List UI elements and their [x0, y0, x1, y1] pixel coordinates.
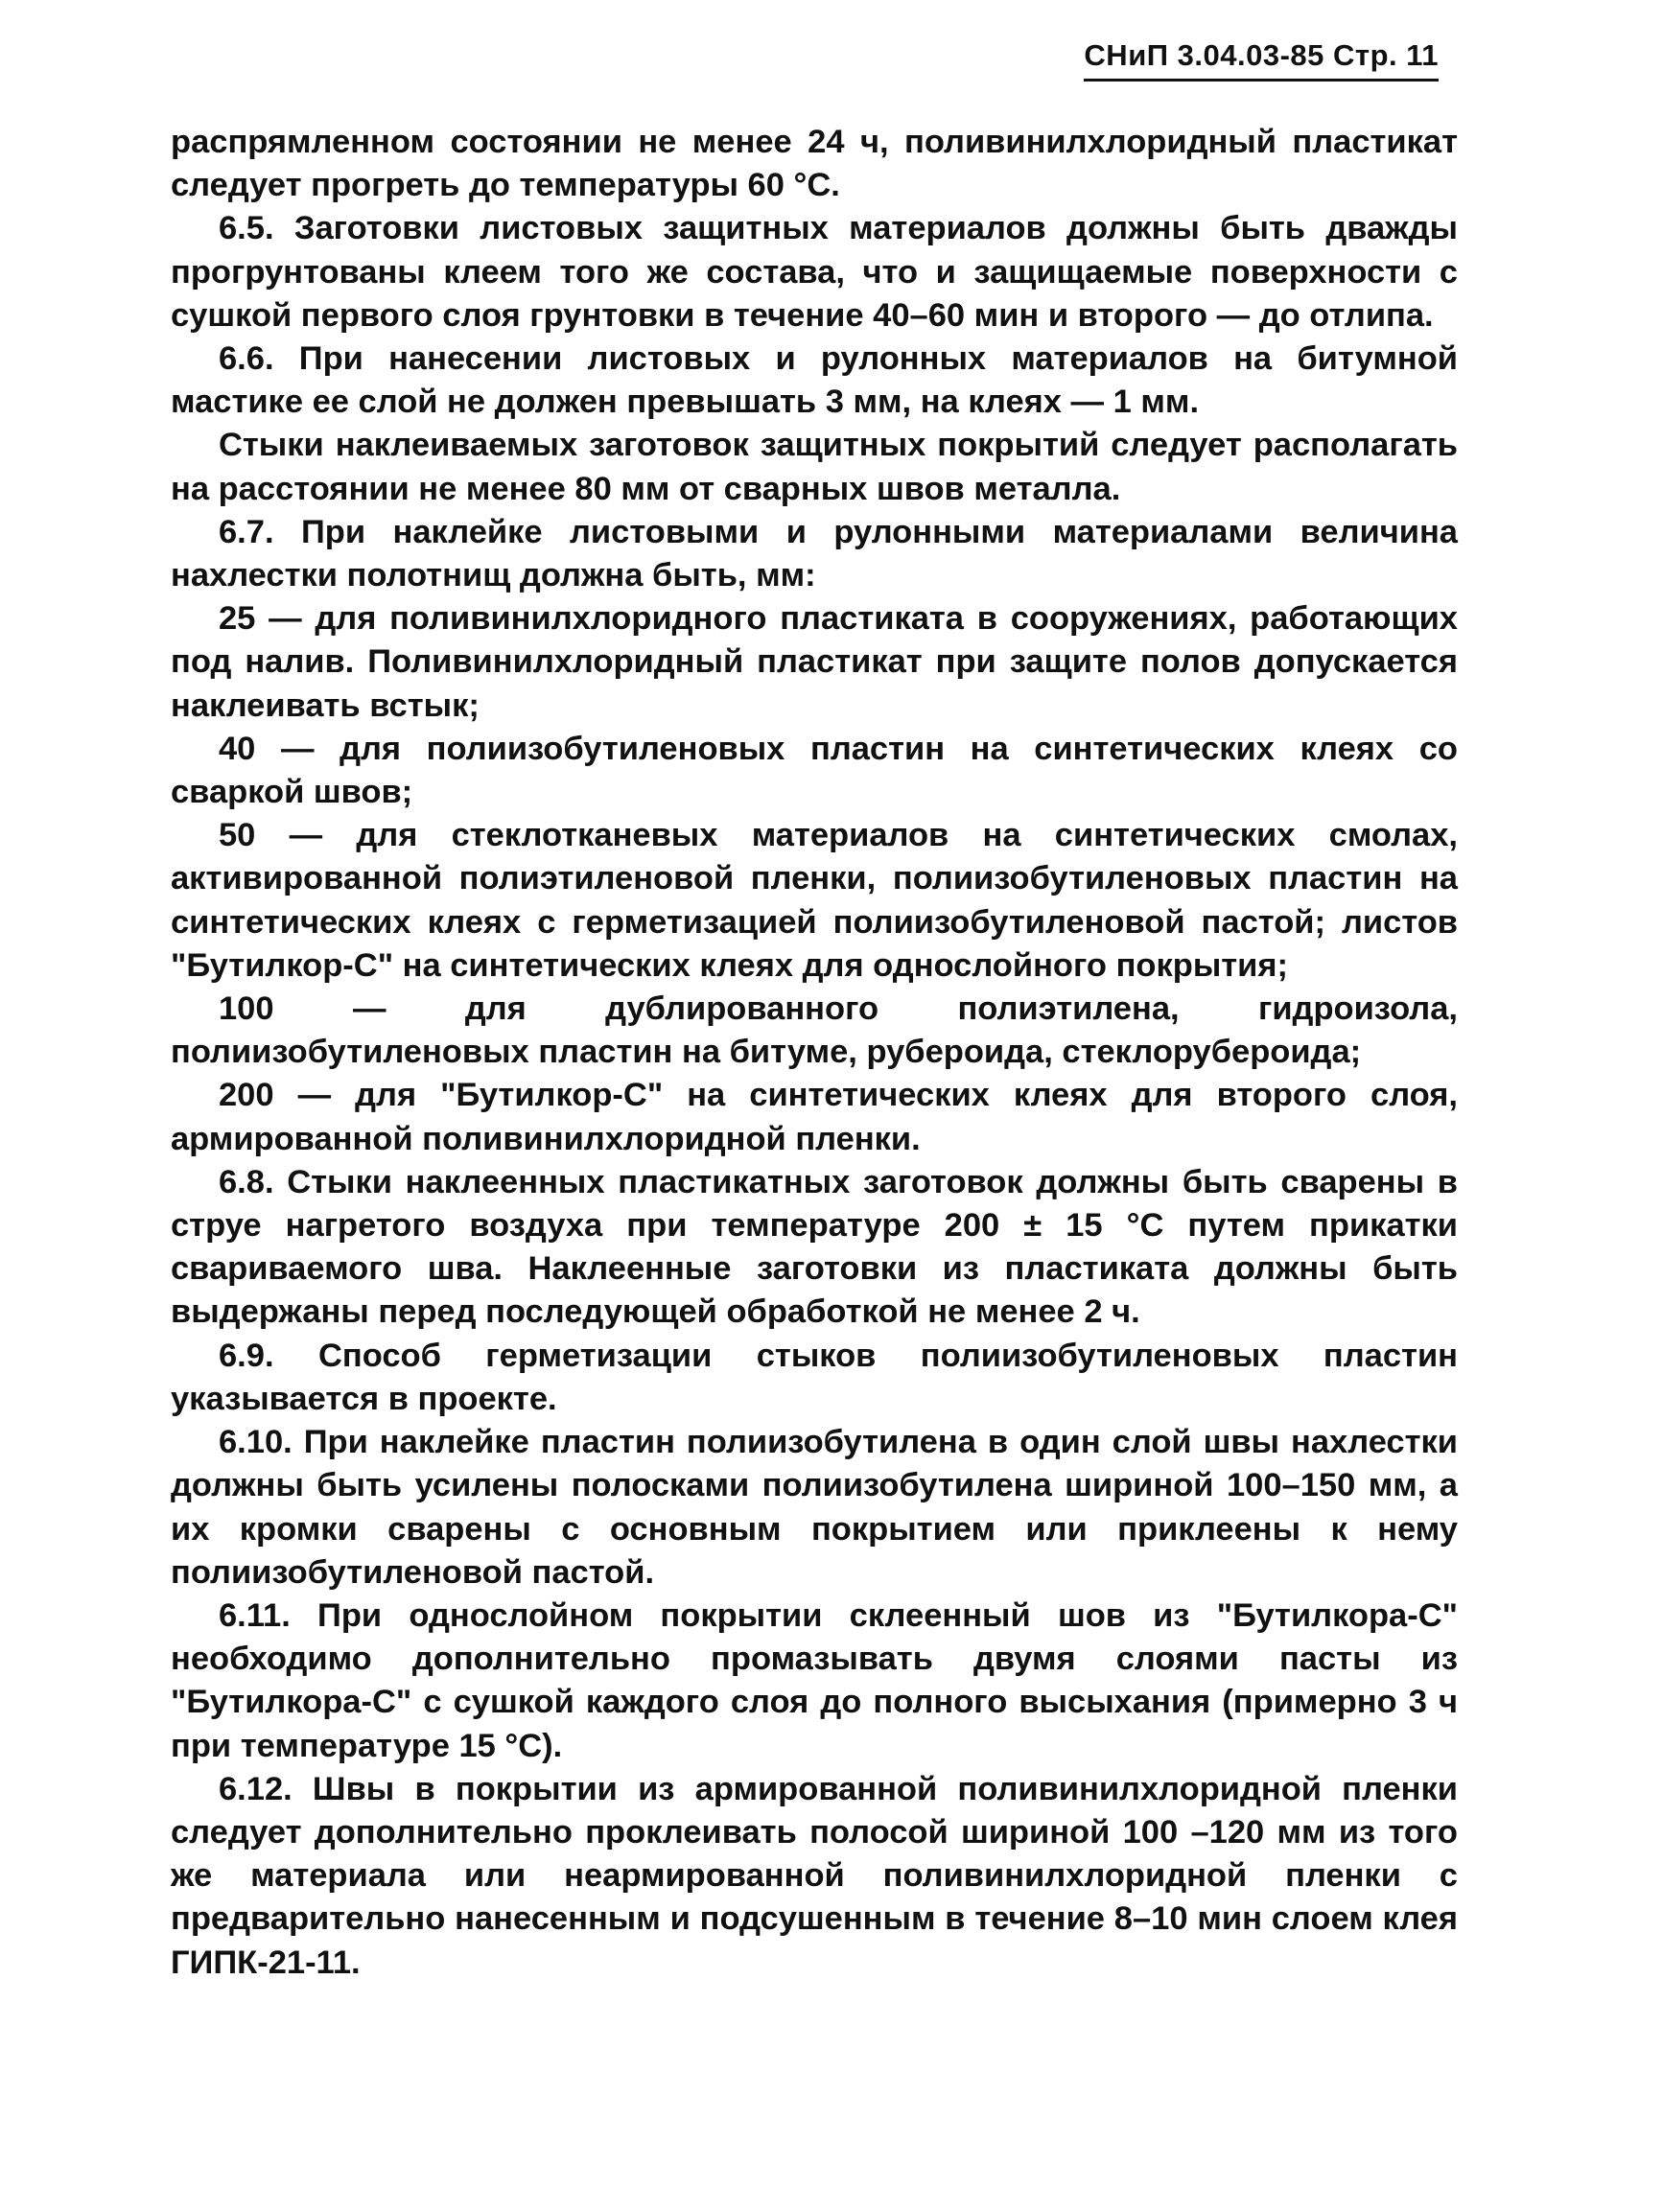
list-item	[171, 728, 1458, 814]
list-item	[171, 597, 1458, 728]
paragraph-continuation	[171, 121, 1458, 207]
list-item	[171, 814, 1458, 988]
list-item-text: 40 — для полиизобутиленовых пластин на синтетических клеях со сваркой швов;	[171, 730, 1458, 811]
clause-text: Способ герметизации стыков полиизобутиленовых пластин указывается в проекте.	[171, 1337, 1458, 1417]
clause-number: 6.10.	[219, 1424, 293, 1461]
clause-text: Стыки наклеенных пластикатных заготовок должны быть сварены в струе нагретого воздуха при температуре 200 ± 15 °С путем прикатки свариваемого шва. Наклеенные заготовки из пластиката должны быть выдержаны перед последующей обработкой не менее 2 ч.	[171, 1163, 1458, 1331]
clause-number: 6.12.	[219, 1770, 293, 1807]
clause-text: При наклейке пластин полиизобутилена в один слой швы нахлестки должны быть усилены полосками полиизобутилена шириной 100–150 мм, а их кромки сварены с основным покрытием или приклеены к нему полиизобутиленовой пастой.	[171, 1424, 1458, 1591]
clause-text: Швы в покрытии из армированной поливинилхлоридной пленки следует дополнительно проклеивать полосой шириной 100 –120 мм из того же материала или неармированной поливинилхлоридной пленки с предварительно нанесенным и подсушенным в течение 8–10 мин слоем клея ГИПК-21-11.	[171, 1770, 1458, 1981]
clause-number: 6.7.	[219, 513, 274, 550]
clause-6-10	[171, 1421, 1458, 1595]
list-item	[171, 1074, 1458, 1160]
clause-number: 6.9.	[219, 1337, 274, 1374]
clause-6-9	[171, 1335, 1458, 1421]
list-item-text: 25 — для поливинилхлоридного пластиката в сооружениях, работающих под налив. Поливинилхлоридный пластикат при защите полов допускается наклеивать встык;	[171, 600, 1458, 724]
clause-6-8	[171, 1161, 1458, 1335]
clause-number: 6.8.	[219, 1163, 274, 1200]
clause-6-5	[171, 207, 1458, 338]
clause-text: При нанесении листовых и рулонных материалов на битумной мастике ее слой не должен превышать 3 мм, на клеях — 1 мм.	[171, 340, 1458, 421]
paragraph	[171, 424, 1458, 510]
clause-text: При наклейке листовыми и рулонными материалами величина нахлестки полотнищ должна быть, мм:	[171, 513, 1458, 594]
list-item-text: 200 — для "Бутилкор-С" на синтетических клеях для второго слоя, армированной поливинилхлоридной пленки.	[171, 1077, 1458, 1157]
clause-text: При однослойном покрытии склеенный шов из "Бутилкора-С" необходимо дополнительно промазывать двумя слоями пасты из "Бутилкора-С" с сушкой каждого слоя до полного высыхания (примерно 3 ч при температуре 15 °С).	[171, 1596, 1458, 1764]
clause-6-11	[171, 1595, 1458, 1768]
clause-6-6	[171, 338, 1458, 424]
clause-number: 6.5.	[219, 210, 274, 247]
paragraph-text: Стыки наклеиваемых заготовок защитных покрытий следует располагать на расстоянии не менее 80 мм от сварных швов металла.	[171, 427, 1458, 507]
clause-6-12	[171, 1768, 1458, 1985]
body-text	[171, 121, 1458, 1985]
clause-text: Заготовки листовых защитных материалов должны быть дважды прогрунтованы клеем того же состава, что и защищаемые поверхности с сушкой первого слоя грунтовки в течение 40–60 мин и второго — до отлипа.	[171, 210, 1458, 334]
list-item	[171, 988, 1458, 1074]
clause-number: 6.6.	[219, 340, 274, 378]
clause-number: 6.11.	[219, 1596, 291, 1634]
paragraph-text: распрямленном состоянии не менее 24 ч, поливинилхлоридный пластикат следует прогреть до температуры 60 °С.	[171, 124, 1458, 204]
running-head: СНиП 3.04.03-85 Стр. 11	[1084, 38, 1439, 81]
list-item-text: 50 — для стеклотканевых материалов на синтетических смолах, активированной полиэтиленовой пленки, полиизобутиленовых пластин на синтетических клеях с герметизацией полиизобутиленовой пастой; листов "Бутилкор-С" на синтетических клеях для однослойного покрытия;	[171, 817, 1458, 984]
list-item-text: 100 — для дублированного полиэтилена, гидроизола, полиизобутиленовых пластин на битуме, рубероида, стеклорубероида;	[171, 990, 1458, 1071]
clause-6-7	[171, 511, 1458, 597]
